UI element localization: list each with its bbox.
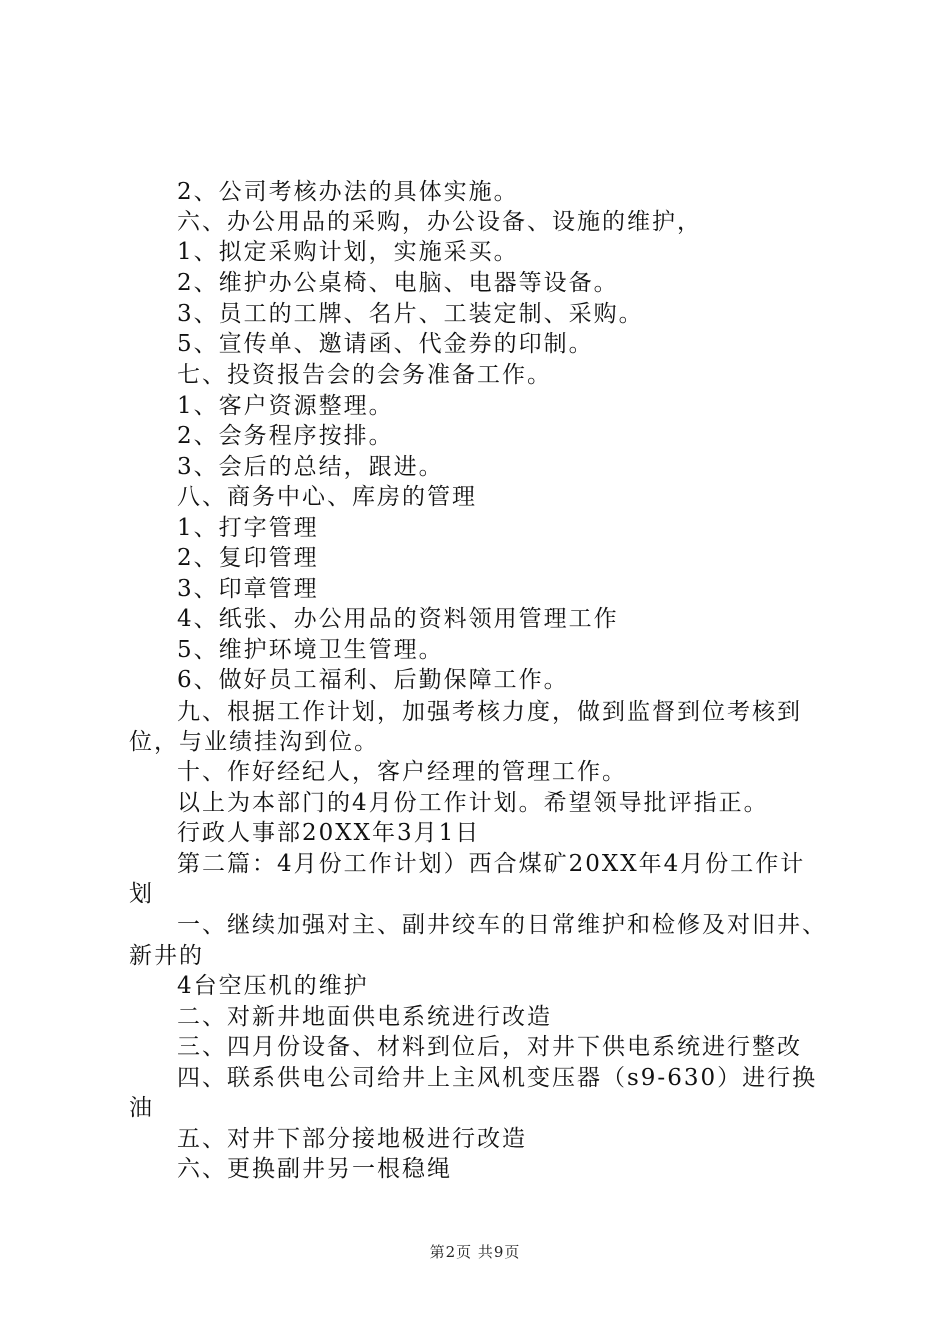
text-line: 六、更换副井另一根稳绳 [177,1156,452,1182]
page-number-footer: 第2页 共9页 [429,1243,521,1261]
text-line: 3、会后的总结，跟进。 [177,454,444,480]
text-line: 5、维护环境卫生管理。 [177,637,444,663]
text-line: 5、宣传单、邀请函、代金券的印制。 [177,331,594,357]
text-line: 位，与业绩挂沟到位。 [129,729,379,755]
text-line: 五、对井下部分接地极进行改造 [177,1126,527,1152]
text-line: 七、投资报告会的会务准备工作。 [177,362,552,388]
text-line: 3、员工的工牌、名片、工装定制、采购。 [177,301,644,327]
text-line: 油 [129,1095,154,1121]
text-line: 2、会务程序按排。 [177,423,394,449]
text-line: 一、继续加强对主、副井绞车的日常维护和检修及对旧井、 [177,912,827,938]
text-line: 1、打字管理 [177,515,319,541]
text-line: 划 [129,881,154,907]
text-line: 八、商务中心、库房的管理 [177,484,477,510]
text-line: 行政人事部20XX年3月1日 [177,820,481,846]
text-line: 3、印章管理 [177,576,319,602]
text-line: 4台空压机的维护 [177,973,369,999]
text-line: 2、公司考核办法的具体实施。 [177,179,519,205]
text-line: 6、做好员工福利、后勤保障工作。 [177,667,569,693]
text-line: 第二篇：4月份工作计划）西合煤矿20XX年4月份工作计 [177,851,806,877]
text-line: 十、作好经纪人，客户经理的管理工作。 [177,759,627,785]
text-line: 四、联系供电公司给井上主风机变压器（s9-630）进行换 [177,1065,818,1091]
text-line: 新井的 [129,943,204,969]
text-line: 三、四月份设备、材料到位后，对井下供电系统进行整改 [177,1034,802,1060]
text-line: 1、客户资源整理。 [177,393,394,419]
text-line: 2、维护办公桌椅、电脑、电器等设备。 [177,270,619,296]
text-line: 九、根据工作计划，加强考核力度，做到监督到位考核到 [177,699,802,725]
text-line: 六、办公用品的采购，办公设备、设施的维护， [177,209,702,235]
text-line: 1、拟定采购计划，实施采买。 [177,239,519,265]
text-line: 4、纸张、办公用品的资料领用管理工作 [177,606,619,632]
text-line: 以上为本部门的4月份工作计划。希望领导批评指正。 [177,790,769,816]
text-line: 二、对新井地面供电系统进行改造 [177,1004,552,1030]
text-line: 2、复印管理 [177,545,319,571]
